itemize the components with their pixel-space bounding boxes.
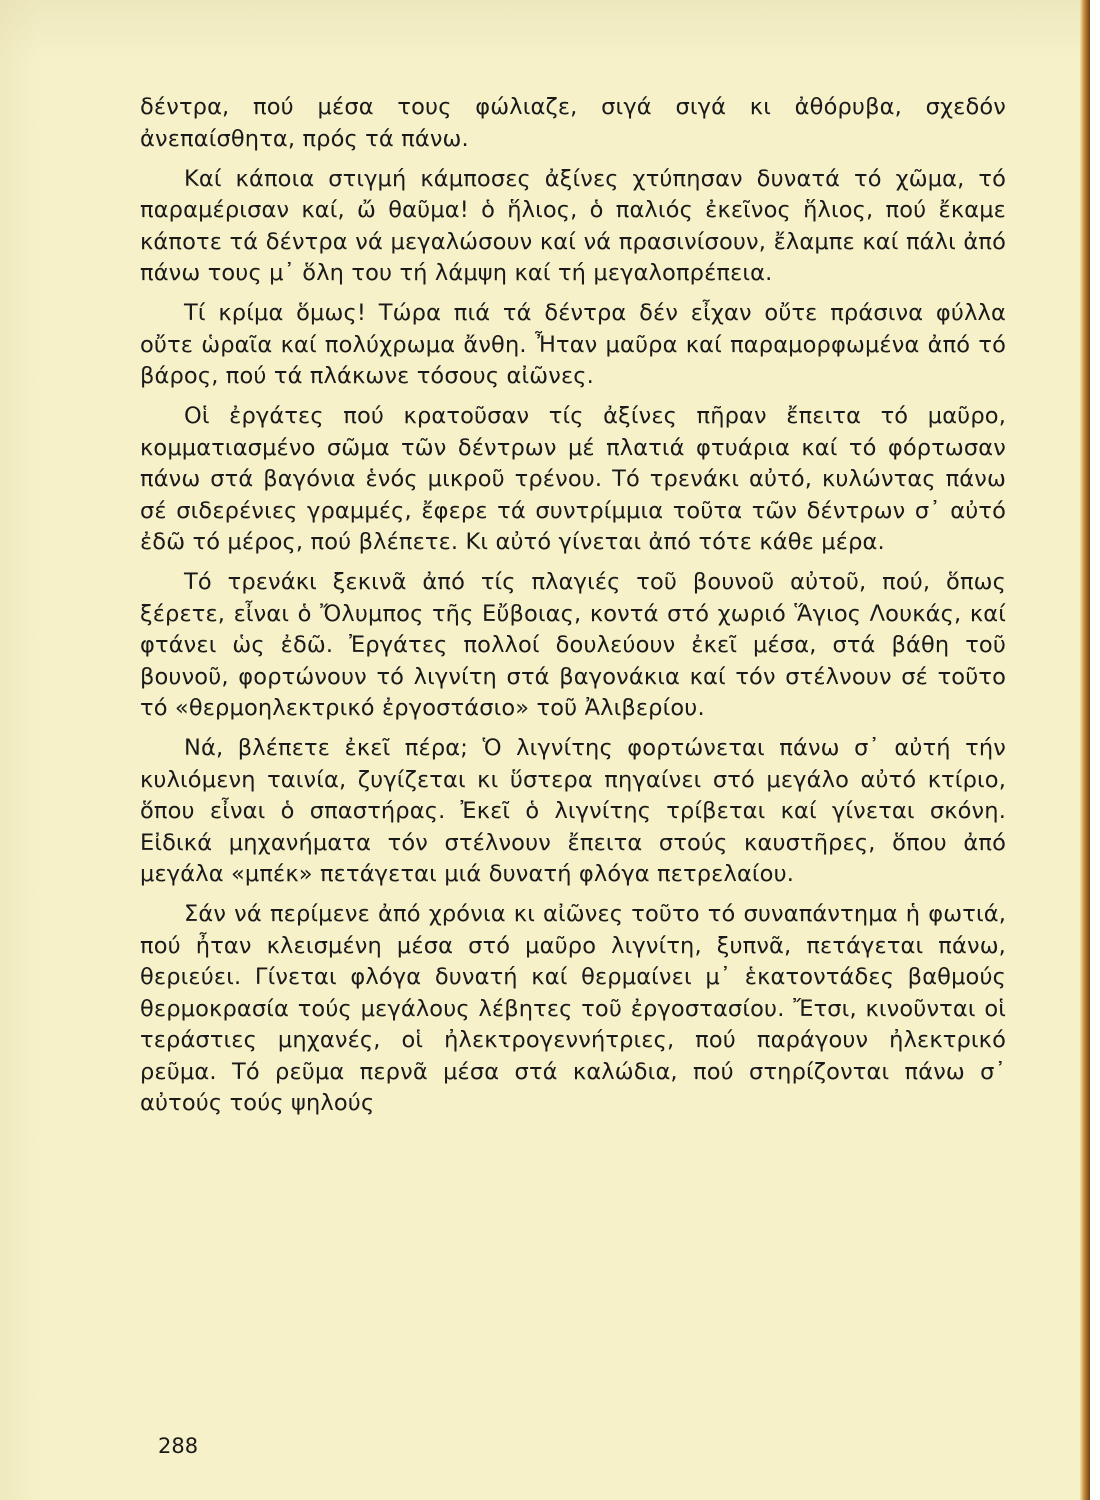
paragraph-6: Νά, βλέπετε ἐκεῖ πέρα; Ὁ λιγνίτης φορτώνεται πάνω σ᾽ αὐτή τήν κυλιόμενη ταινία, ζυγίζεται κι ὕστερα πηγαίνει στό μεγάλο αὐτό κτίριο, ὅπου εἶναι ὁ σπαστήρας. Ἐκεῖ ὁ λιγνίτης τρίβεται καί γίνεται σκόνη. Εἰδικά μηχανήματα τόν στέλνουν ἔπειτα στούς καυστῆρες, ὅπου ἀπό μεγάλα «μπέκ» πετάγεται μιά δυνατή φλόγα πετρελαίου.	[140, 735, 1006, 887]
page-edge	[1080, 0, 1090, 1500]
paragraph-5: Τό τρενάκι ξεκινᾶ ἀπό τίς πλαγιές τοῦ βουνοῦ αὐτοῦ, πού, ὅπως ξέρετε, εἶναι ὁ Ὄλυμπος τῆς Εὔβοιας, κοντά στό χωριό Ἅγιος Λουκάς, καί φτάνει ὡς ἐδῶ. Ἐργάτες πολλοί δουλεύουν ἐκεῖ μέσα, στά βάθη τοῦ βουνοῦ, φορτώνουν τό λιγνίτη στά βαγονάκια καί τόν στέλνουν σέ τοῦτο τό «θερμοηλεκτρικό ἐργοστάσιο» τοῦ Ἀλιβερίου.	[140, 569, 1006, 721]
paragraph-4: Οἱ ἐργάτες πού κρατοῦσαν τίς ἀξίνες πῆραν ἔπειτα τό μαῦρο, κομματιασμένο σῶμα τῶν δέντρων μέ πλατιά φτυάρια καί τό φόρτωσαν πάνω στά βαγόνια ἑνός μικροῦ τρένου. Τό τρενάκι αὐτό, κυλώντας πάνω σέ σιδερένιες γραμμές, ἔφερε τά συντρίμμια τοῦτα τῶν δέντρων σ᾽ αὐτό ἐδῶ τό μέρος, πού βλέπετε. Κι αὐτό γίνεται ἀπό τότε κάθε μέρα.	[140, 403, 1006, 555]
page-number: 288	[158, 1434, 199, 1458]
body-text	[140, 92, 1006, 1128]
paragraph-7: Σάν νά περίμενε ἀπό χρόνια κι αἰῶνες τοῦτο τό συναπάντημα ἡ φωτιά, πού ἦταν κλεισμένη μέσα στό μαῦρο λιγνίτη, ξυπνᾶ, πετάγεται πάνω, θεριεύει. Γίνεται φλόγα δυνατή καί θερμαίνει μ᾽ ἑκατοντάδες βαθμούς θερμοκρασία τούς μεγάλους λέβητες τοῦ ἐργοστασίου. Ἔτσι, κινοῦνται οἱ τεράστιες μηχανές, οἱ ἠλεκτρογεννήτριες, πού παράγουν ἠλεκτρικό ρεῦμα. Τό ρεῦμα περνᾶ μέσα στά καλώδια, πού στηρίζονται πάνω σ᾽ αὐτούς τούς ψηλούς	[140, 901, 1006, 1116]
paragraph-3: Τί κρίμα ὅμως! Τώρα πιά τά δέντρα δέν εἶχαν οὔτε πράσινα φύλλα οὔτε ὡραῖα καί πολύχρωμα ἄνθη. Ἦταν μαῦρα καί παραμορφωμένα ἀπό τό βάρος, πού τά πλάκωνε τόσους αἰῶνες.	[140, 300, 1006, 389]
paragraph-2: Καί κάποια στιγμή κάμποσες ἀξίνες χτύπησαν δυνατά τό χῶμα, τό παραμέρισαν καί, ὤ θαῦμα! ὁ ἥλιος, ὁ παλιός ἐκεῖνος ἥλιος, πού ἔκαμε κάποτε τά δέντρα νά μεγαλώσουν καί νά πρασινίσουν, ἔλαμπε καί πάλι ἀπό πάνω τους μ᾽ ὅλη του τή λάμψη καί τή μεγαλοπρέπεια.	[140, 165, 1006, 286]
paragraph-1: δέντρα, πού μέσα τους φώλιαζε, σιγά σιγά κι ἀθόρυβα, σχεδόν ἀνεπαίσθητα, πρός τά πάνω.	[140, 94, 1006, 152]
